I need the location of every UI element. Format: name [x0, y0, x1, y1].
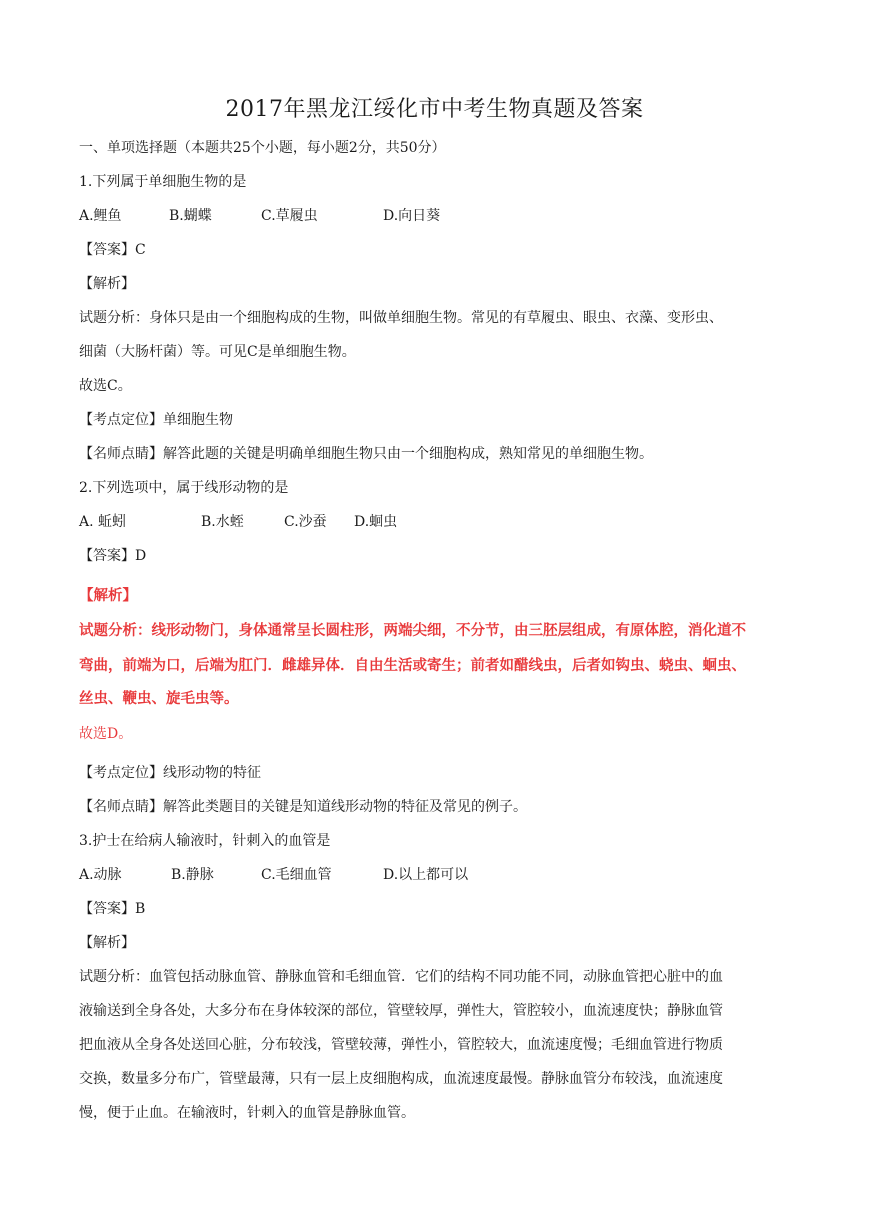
- q2-analysis-line: 弯曲，前端为口，后端为肛门．雌雄异体．自由生活或寄生；前者如醋线虫，后者如钩虫、蛲虫、蛔虫、: [79, 658, 746, 674]
- q1-kaodian: 【考点定位】单细胞生物: [79, 412, 233, 428]
- q2-mingshi: 【名师点睛】解答此类题目的关键是知道线形动物的特征及常见的例子。: [79, 799, 527, 815]
- q3-stem: 3.护士在给病人输液时，针刺入的血管是: [79, 833, 331, 849]
- q1-option-a: A.鲤鱼: [79, 208, 122, 224]
- q1-option-c: C.草履虫: [261, 208, 318, 224]
- q3-analysis-line: 液输送到全身各处，大多分布在身体较深的部位，管壁较厚，弹性大，管腔较小，血流速度快；静脉血管: [79, 1003, 723, 1019]
- q1-options: [79, 206, 440, 226]
- q2-answer: 【答案】D: [79, 548, 147, 564]
- q2-stem: 2.下列选项中，属于线形动物的是: [79, 480, 289, 496]
- q1-analysis-line: 试题分析：身体只是由一个细胞构成的生物，叫做单细胞生物。常见的有草履虫、眼虫、衣藻、变形虫、: [79, 310, 723, 326]
- q2-option-a: A. 蚯蚓: [79, 514, 127, 530]
- q2-analysis-label: 【解析】: [79, 588, 137, 604]
- q3-answer: 【答案】B: [79, 901, 146, 917]
- q2-options: [79, 512, 397, 532]
- q3-options: [79, 865, 468, 885]
- section-heading: 一、单项选择题（本题共25个小题，每小题2分，共50分）: [79, 140, 446, 156]
- q2-kaodian: 【考点定位】线形动物的特征: [79, 765, 261, 781]
- document-title: 2017年黑龙江绥化市中考生物真题及答案: [225, 97, 644, 122]
- q1-answer: 【答案】C: [79, 242, 146, 258]
- q2-analysis-line: 试题分析：线形动物门，身体通常呈长圆柱形，两端尖细，不分节，由三胚层组成，有原体腔，消化道不: [79, 623, 746, 639]
- q2-analysis-line: 丝虫、鞭虫、旋毛虫等。: [79, 691, 239, 707]
- q2-option-b: B.水蛭: [201, 514, 244, 530]
- q1-option-d: D.向日葵: [383, 208, 441, 224]
- q3-analysis-line: 试题分析：血管包括动脉血管、静脉血管和毛细血管．它们的结构不同功能不同，动脉血管把心脏中的血: [79, 969, 723, 985]
- q3-analysis-line: 把血液从全身各处送回心脏，分布较浅，管壁较薄，弹性小，管腔较大，血流速度慢；毛细血管进行物质: [79, 1037, 723, 1053]
- q3-analysis-line: 慢，便于止血。在输液时，针刺入的血管是静脉血管。: [79, 1105, 415, 1121]
- q3-option-c: C.毛细血管: [261, 867, 332, 883]
- q2-option-d: D.蛔虫: [354, 514, 398, 530]
- q2-option-c: C.沙蚕: [284, 514, 327, 530]
- q3-option-a: A.动脉: [79, 867, 122, 883]
- q1-mingshi: 【名师点睛】解答此题的关键是明确单细胞生物只由一个细胞构成，熟知常见的单细胞生物。: [79, 446, 653, 462]
- q3-analysis-line: 交换，数量多分布广，管壁最薄，只有一层上皮细胞构成，血流速度最慢。静脉血管分布较浅，血流速度: [79, 1071, 723, 1087]
- q1-analysis-label: 【解析】: [79, 276, 135, 292]
- q2-choice: 故选D。: [79, 726, 133, 742]
- q1-stem: 1.下列属于单细胞生物的是: [79, 174, 247, 190]
- q1-option-b: B.蝴蝶: [169, 208, 212, 224]
- q3-option-d: D.以上都可以: [383, 867, 469, 883]
- q1-analysis-line: 细菌（大肠杆菌）等。可见C是单细胞生物。: [79, 344, 356, 360]
- q3-analysis-label: 【解析】: [79, 935, 135, 951]
- q3-option-b: B.静脉: [171, 867, 214, 883]
- q1-choice: 故选C。: [79, 378, 132, 394]
